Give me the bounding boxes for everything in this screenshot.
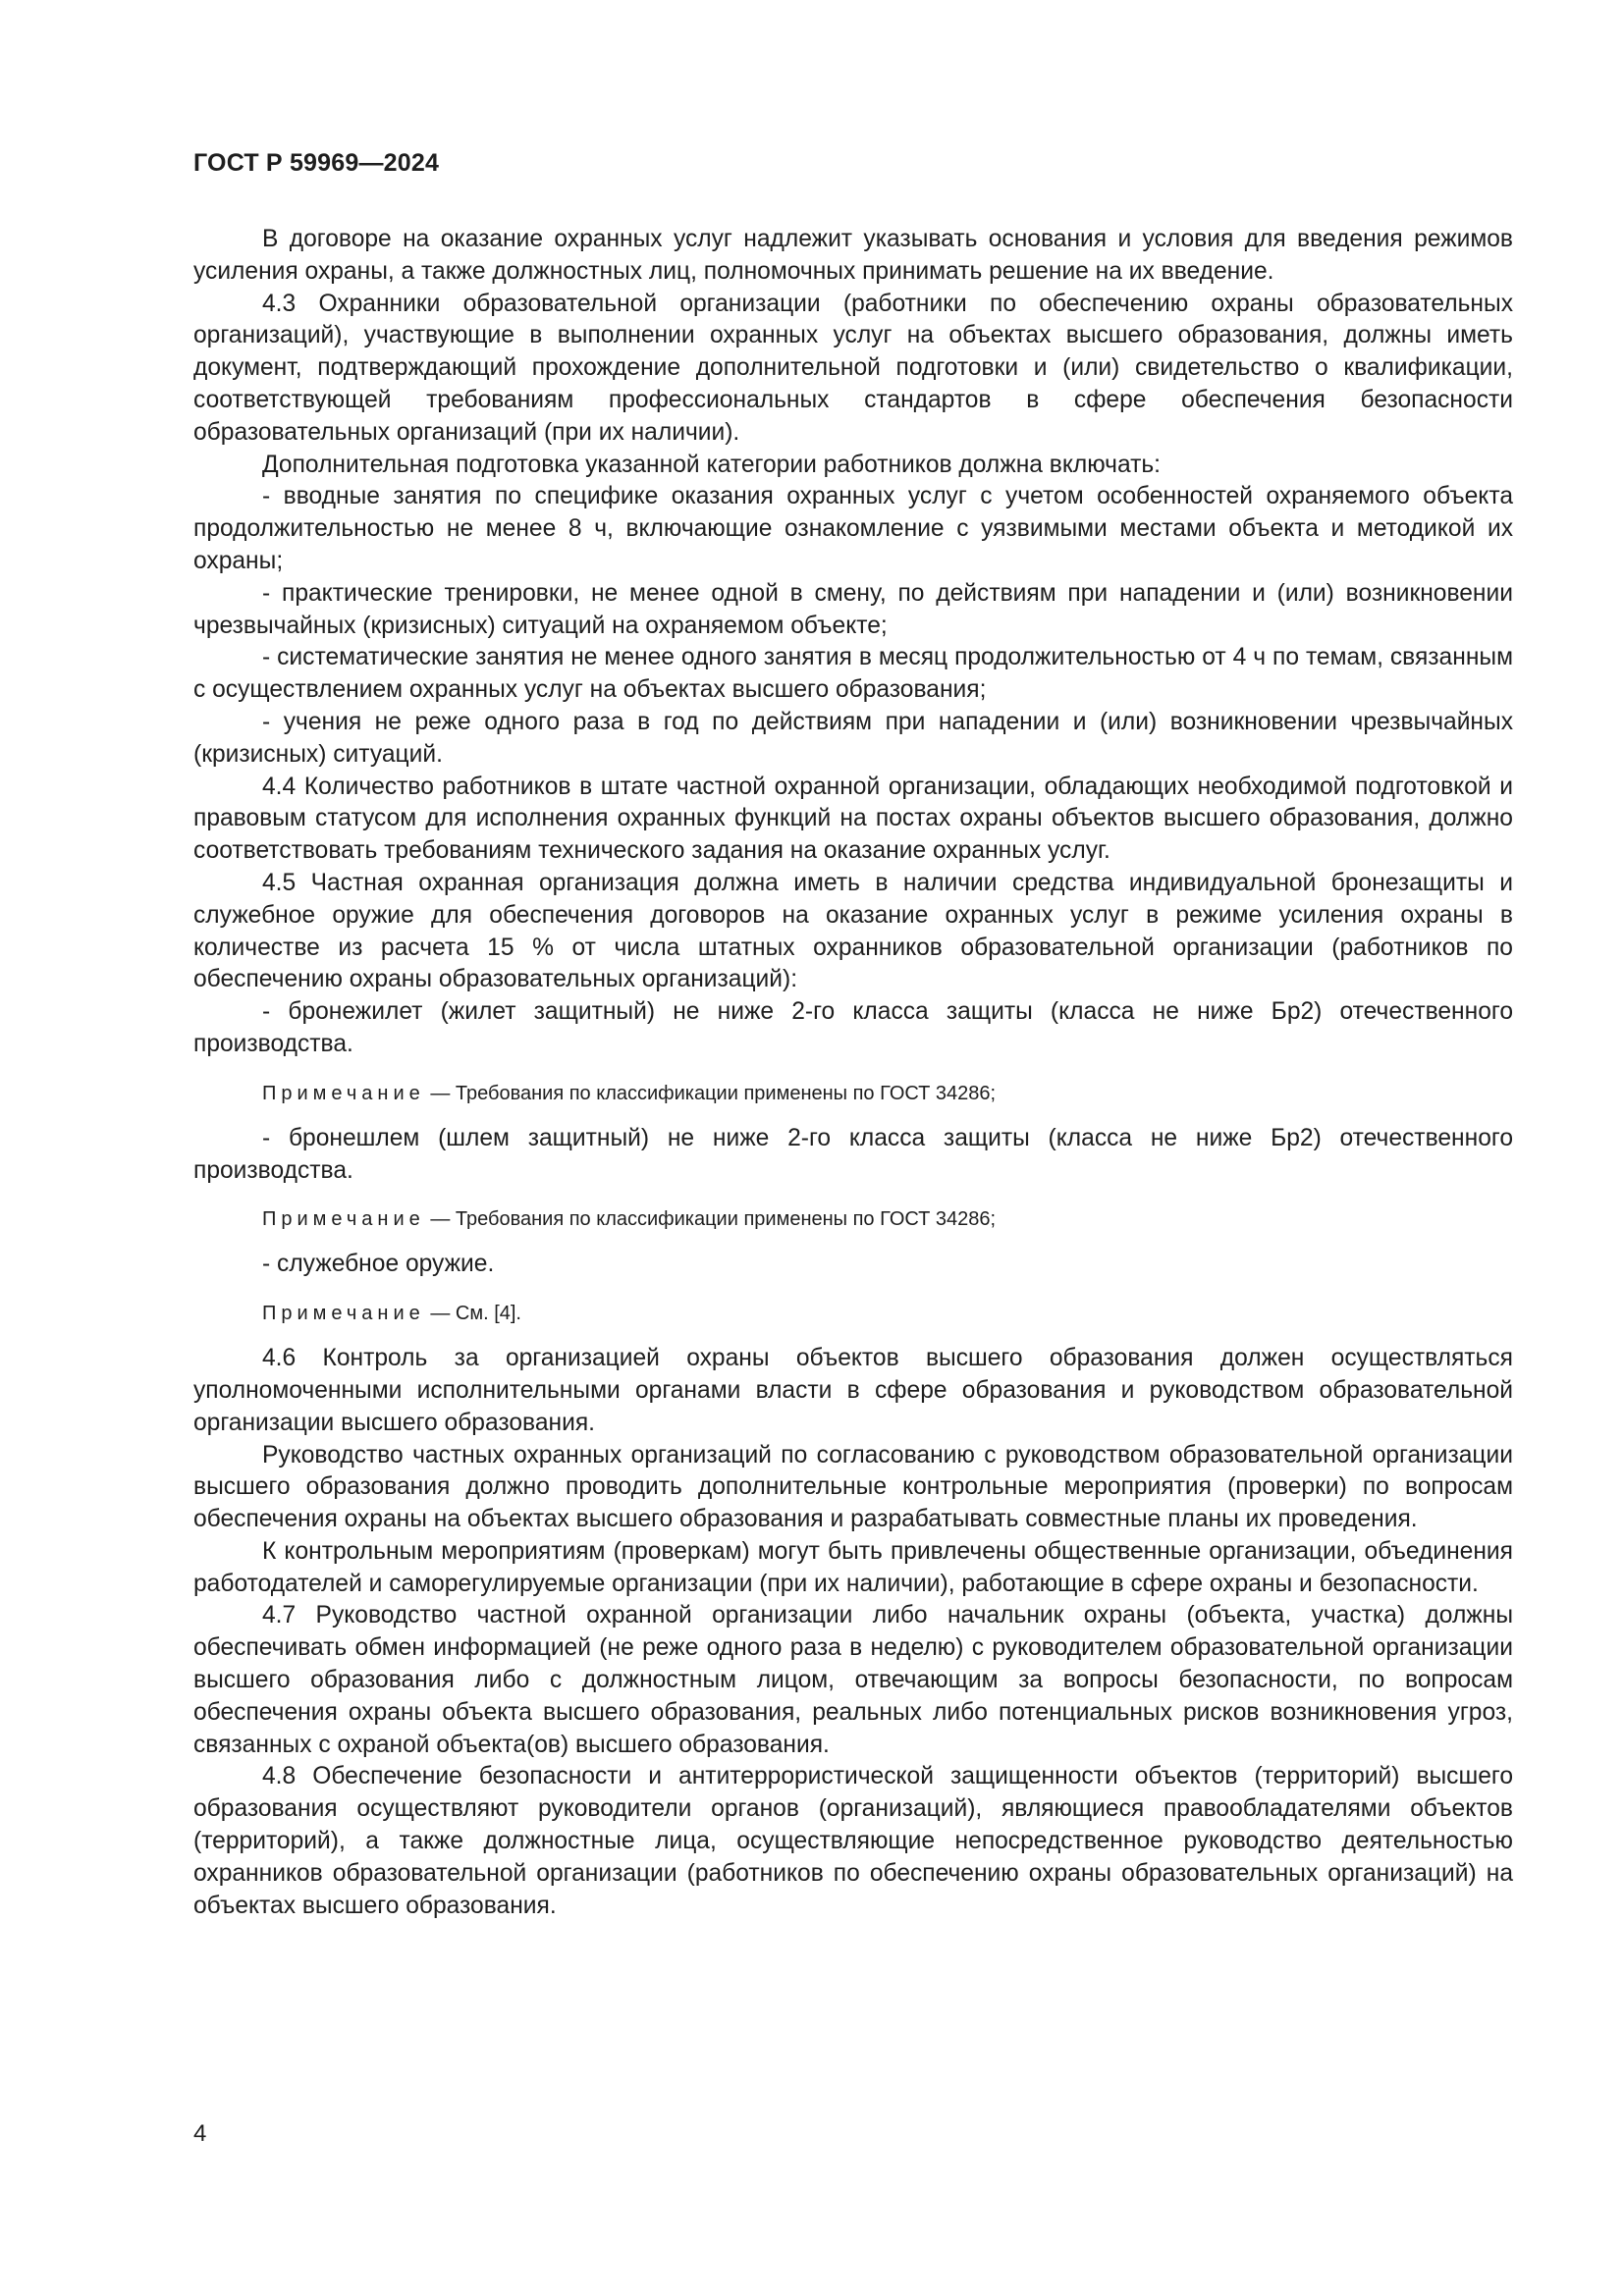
note-text: Требования по классификации применены по ГОСТ 34286; (455, 1208, 997, 1231)
list-item: - систематические занятия не менее одного занятия в месяц продолжительностью от 4 ч по темам, связанным с осуществлением охранных услуг на объектах высшего образования; (193, 644, 1513, 704)
paragraph: Дополнительная подготовка указанной категории работников должна включать: (262, 451, 1162, 478)
list-item: - практические тренировки, не менее одной в смену, по действиям при нападении и (или) возникновении чрезвычайных (кризисных) ситуаций на охраняемом объекте; (193, 579, 1513, 639)
list-item: - бронешлем (шлем защитный) не ниже 2-го класса защиты (класса не ниже Бр2) отечественного производства. (193, 1124, 1513, 1184)
note-dash: — (424, 1082, 456, 1104)
document-body (193, 224, 1513, 1922)
note-text: См. [4]. (455, 1303, 521, 1325)
paragraph: В договоре на оказание охранных услуг надлежит указывать основания и условия для введения режимов усиления охраны, а также должностных лиц, полномочных принимать решение на их введение. (193, 226, 1513, 285)
note-text: Требования по классификации применены по ГОСТ 34286; (455, 1082, 997, 1104)
note-label: Примечание (262, 1082, 425, 1104)
note-label: Примечание (262, 1303, 425, 1325)
paragraph: 4.5 Частная охранная организация должна иметь в наличии средства индивидуальной бронезащиты и служебное оружие для обеспечения договоров на оказание охранных услуг в режиме усиления охраны в количестве из расчета 15 % от числа штатных охранников образовательной организации (работников по обеспечению охраны образовательных организаций): (193, 869, 1513, 993)
page-number: 4 (193, 2120, 207, 2147)
note (193, 1301, 1513, 1327)
list-item: - служебное оружие. (262, 1251, 495, 1278)
list-item: - учения не реже одного раза в год по действиям при нападении и (или) возникновении чрезвычайных (кризисных) ситуаций. (193, 708, 1513, 768)
note-dash: — (424, 1208, 456, 1231)
note (193, 1081, 1513, 1107)
paragraph: 4.7 Руководство частной охранной организации либо начальник охраны (объекта, участка) должны обеспечивать обмен информацией (не реже одного раза в неделю) с руководителем образовательной организации высшего образования либо с должностным лицом, отвечающим за вопросы безопасности, по вопросам обеспечения охраны объекта высшего образования, реальных либо потенциальных рисков возникновения угроз, связанных с охраной объекта(ов) высшего образования. (193, 1602, 1513, 1758)
note (193, 1206, 1513, 1233)
document-header: ГОСТ Р 59969—2024 (193, 149, 440, 177)
list-item: - вводные занятия по специфике оказания охранных услуг с учетом особенностей охраняемого объекта продолжительностью не менее 8 ч, включающие ознакомление с уязвимыми местами объекта и методикой их охраны; (193, 483, 1513, 574)
paragraph: 4.4 Количество работников в штате частной охранной организации, обладающих необходимой подготовкой и правовым статусом для исполнения охранных функций на постах охраны объектов высшего образования, должно соответствовать требованиям технического задания на оказание охранных услуг. (193, 773, 1513, 865)
list-item: - бронежилет (жилет защитный) не ниже 2-го класса защиты (класса не ниже Бр2) отечественного производства. (193, 998, 1513, 1057)
paragraph: 4.3 Охранники образовательной организации (работники по обеспечению охраны образовательных организаций), участвующие в выполнении охранных услуг на объектах высшего образования, должны иметь документ, подтверждающий прохождение дополнительной подготовки и (или) свидетельство о квалификации, соответствующей требованиям профессиональных стандартов в сфере обеспечения безопасности образовательных организаций (при их наличии). (193, 290, 1513, 446)
note-label: Примечание (262, 1208, 425, 1231)
paragraph: Руководство частных охранных организаций по согласованию с руководством образовательной организации высшего образования должно проводить дополнительные контрольные мероприятия (проверки) по вопросам обеспечения охраны на объектах высшего образования и разрабатывать совместные планы их проведения. (193, 1441, 1513, 1533)
paragraph: 4.6 Контроль за организацией охраны объектов высшего образования должен осуществляться уполномоченными исполнительными органами власти в сфере образования и руководством образовательной организации высшего образования. (193, 1345, 1513, 1436)
paragraph: 4.8 Обеспечение безопасности и антитеррористической защищенности объектов (территорий) высшего образования осуществляют руководители органов (организаций), являющиеся правообладателями объектов (территорий), а также должностные лица, осуществляющие непосредственное руководство деятельностью охранников образовательной организации (работников по обеспечению охраны образовательных организаций) на объектах высшего образования. (193, 1763, 1513, 1919)
note-dash: — (424, 1303, 456, 1325)
paragraph: К контрольным мероприятиям (проверкам) могут быть привлечены общественные организации, объединения работодателей и саморегулируемые организации (при их наличии), работающие в сфере охраны и безопасности. (193, 1537, 1513, 1597)
